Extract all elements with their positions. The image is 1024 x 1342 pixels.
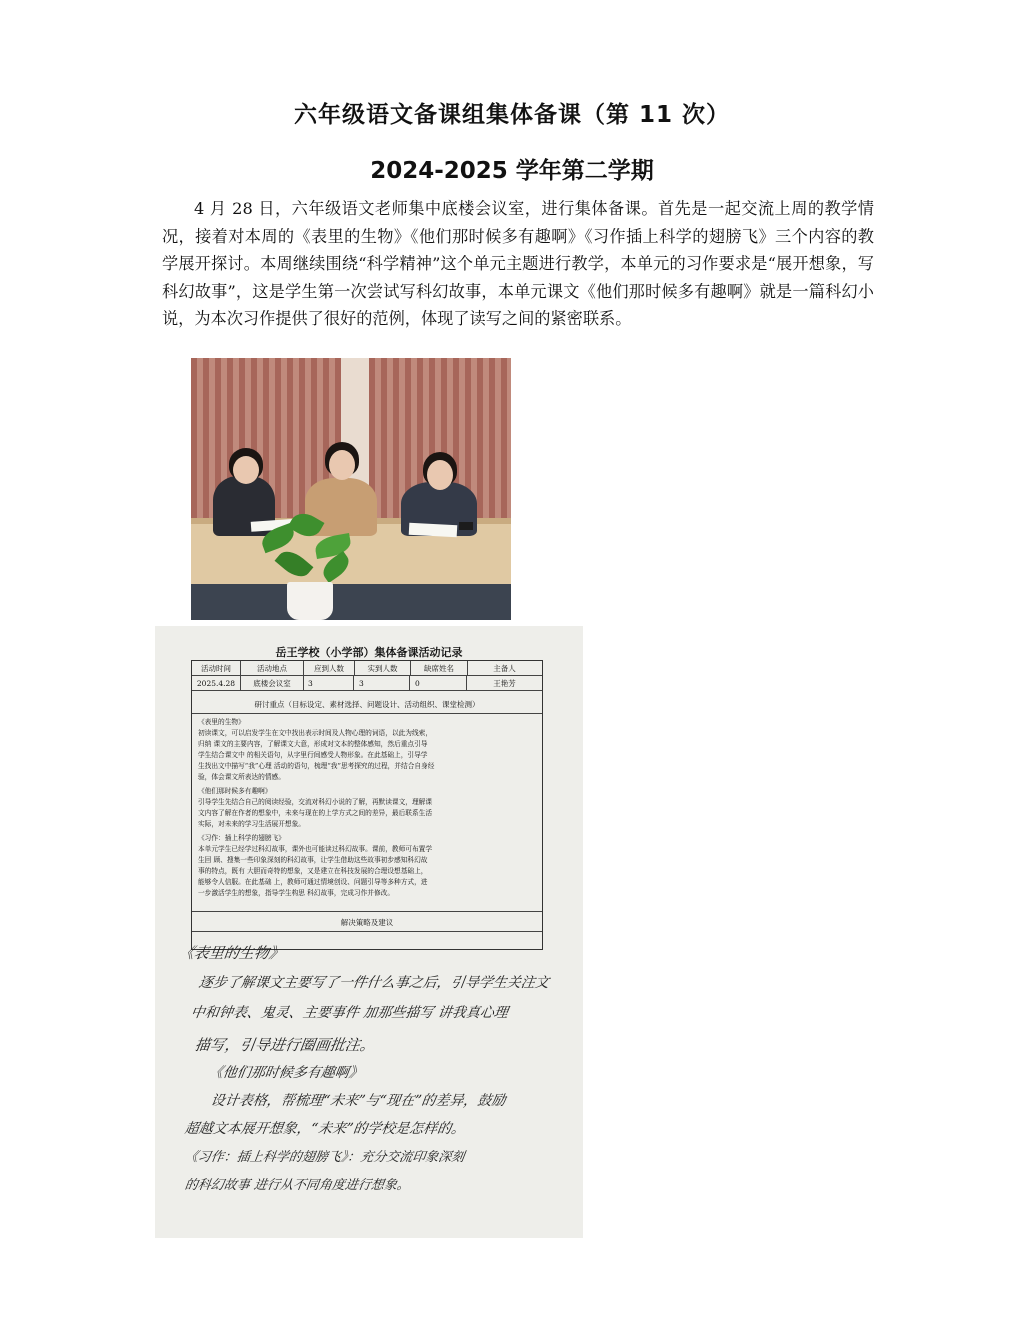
focus-line: 《习作：插上科学的翅膀飞》 [198,834,285,842]
focus-line: 验，体会课文所表达的情感。 [198,773,285,781]
focus-line: 生找出文中描写“我”心理 活动的语句，梳理“我”思考探究的过程，并结合自身经 [198,762,435,770]
handwritten-line: 《习作：插上科学的翅膀飞》：充分交流印象深刻 [183,1150,466,1165]
handwritten-line: 中和钟表、鬼灵、主要事件 加那些描写 讲我真心理 [189,1005,509,1021]
handwritten-line: 《表里的生物》 [177,944,286,962]
focus-label: 研讨重点（目标设定、素材选择、问题设计、活动组织、课堂检测） [254,700,480,709]
handwritten-line: 描写，引导进行圈画批注。 [193,1036,377,1054]
document-subtitle: 2024-2025 学年第二学期 [370,158,654,184]
handwritten-line: 设计表格，帮梳理“未来”与“现在”的差异，鼓励 [209,1093,507,1109]
header-cell: 活动地点 [241,661,304,675]
focus-line: 实际，对未来的学习生活展开想象。 [198,820,305,828]
handwritten-line: 的科幻故事 进行从不同角度进行想象。 [183,1178,411,1193]
strategy-label: 解决策略及建议 [340,918,394,927]
header-cell: 活动时间 [192,661,241,675]
value-cell: 3 [304,676,354,690]
handwritten-line: 逐步了解课文主要写了一件什么事之后，引导学生关注文 [197,975,550,991]
header-cell: 实到人数 [355,661,411,675]
focus-line: 引导学生先结合自己的阅读经验，交流对科幻小说的了解，再默读课文，理解课 [198,798,433,806]
scanned-record [155,626,583,1238]
record-form [191,660,543,950]
focus-line: 文内容了解在作者的想象中，未来与现在的上学方式之间的差异，最后联系生活 [198,809,433,817]
focus-line: 归纳 课文的主要内容，了解课文大意，形成对文本的整体感知，然后重点引导 [198,740,428,748]
focus-line: 能够令人信服。在此基础 上，教师可通过情境创设、问题引导等多种方式，进 [198,878,428,886]
focus-line: 《他们那时候多有趣啊》 [198,787,272,795]
focus-line: 本单元学生已经学过科幻故事，课外也可能读过科幻故事。课前，教师可布置学 [198,845,433,853]
record-title: 岳王学校（小学部）集体备课活动记录 [275,646,463,659]
header-cell: 应到人数 [304,661,355,675]
value-cell: 底楼会议室 [241,676,304,690]
header-cell: 缺席姓名 [411,661,468,675]
focus-line: 一步激活学生的想象，指导学生构思 科幻故事，完成习作并修改。 [198,889,395,897]
body-paragraph: 4 月 28 日，六年级语文老师集中底楼会议室，进行集体备课。首先是一起交流上周的教学情况，接着对本周的《表里的生物》《他们那时候多有趣啊》《习作插上科学的翅膀飞》三个内容的教学展开探讨。本周继续围绕“科学精神”这个单元主题进行教学，本单元的习作要求是“展开想象，写科幻故事”，这是学生第一次尝试写科幻故事，本单元课文《他们那时候多有趣啊》就是一篇科幻小说，为本次习作提供了很好的范例，体现了读写之间的紧密联系。 [162,199,874,328]
value-cell: 3 [355,676,410,690]
focus-line: 生回 顾、搜集一些印象深刻的科幻故事，让学生借助这些故事初步感知科幻故 [198,856,428,864]
header-cell: 主备人 [493,663,516,673]
focus-line: 初读课文，可以启发学生在文中找出表示时间及人物心理的词语，以此为线索， [198,729,433,737]
value-cell: 0 [411,676,467,690]
meeting-photo [191,358,511,620]
value-cell: 王艳芳 [493,678,516,688]
form-header-row [192,661,542,676]
focus-line: 《表里的生物》 [198,718,245,726]
focus-line: 事的特点，既有 大胆而奇特的想象，又是建立在科技发展的合理设想基础上， [198,867,428,875]
form-value-row [192,676,542,691]
focus-line: 学生结合课文中 的相关语句，从字里行间感受人物形象。在此基础上，引导学 [198,751,428,759]
handwritten-line: 超越文本展开想象，“未来”的学校是怎样的。 [183,1121,467,1137]
plant-pot [287,582,333,620]
value-cell: 2025.4.28 [192,676,241,690]
handwritten-line: 《他们那时候多有趣啊》 [207,1065,364,1081]
document-title: 六年级语文备课组集体备课（第 11 次） [293,102,731,128]
